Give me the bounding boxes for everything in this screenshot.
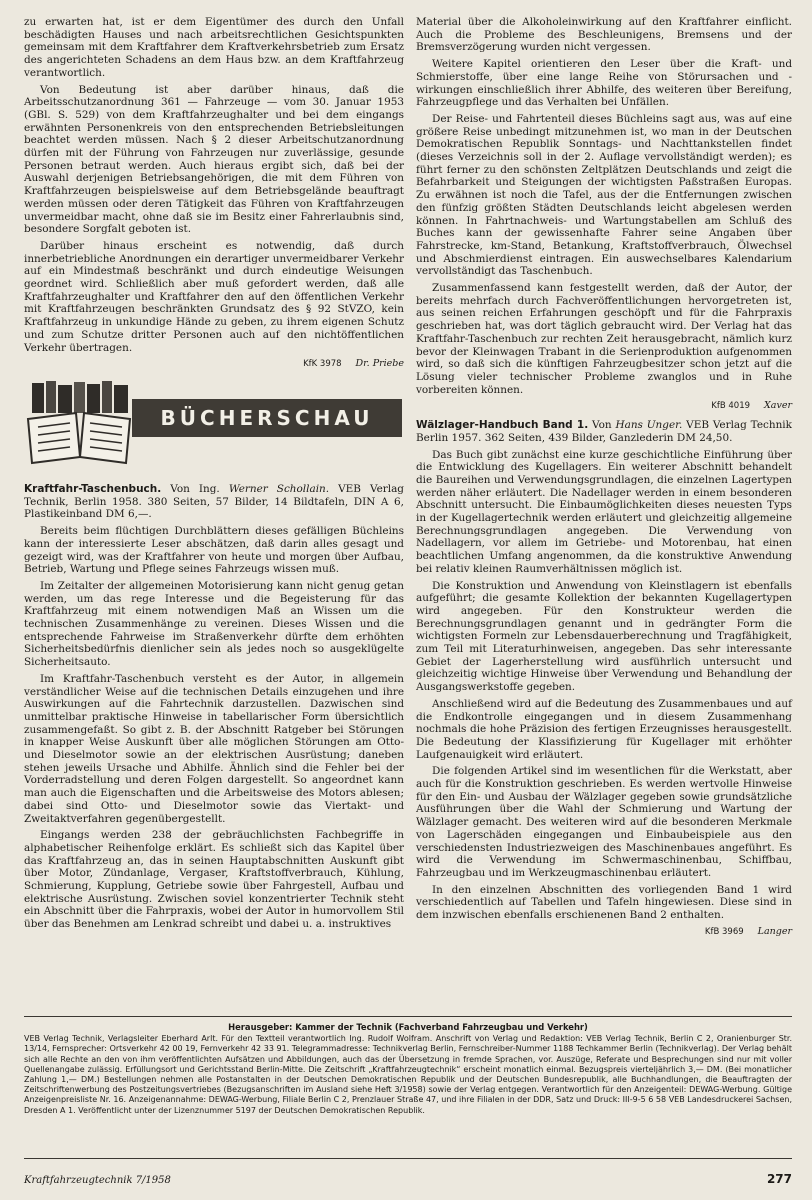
left-column <box>24 16 404 935</box>
imprint <box>24 1022 792 1116</box>
page-number: 277 <box>766 1172 792 1186</box>
article-signature <box>416 400 792 413</box>
author-name: Langer <box>757 925 792 937</box>
paragraph: Im Zeitalter der allgemeinen Motorisierung kann nicht genug getan werden, um das rege Interesse und die Begeisterung für das Kraftfahrzeug mit einem notwendigen Maß an Wissen um die technischen Zusammenhänge zu vereinen. Dieses Wissen und die entsprechende Fahrweise im Straßenverkehr dürfte dem erhöhten Sicherheitsbedürfnis dienlicher sein als jedes noch so ausgeklügelte Sicherheitsauto. <box>24 579 404 669</box>
review-heading <box>416 419 792 444</box>
paragraph: Eingangs werden 238 der gebräuchlichsten Fachbegriffe in alphabetischer Reihenfolge erklärt. Es schließt sich das Kapitel über das Kraftfahrzeug an, das in seinen Hauptabschnitten Auskunft gibt über Motor, Zündanlage, Vergaser, Kraftstoffverbrauch, Kühlung, Schmierung, Kupplung, Getriebe sowie über Fahrgestell, Aufbau und elektrische Ausrüstung. Zwischen soviel konzentrierter Technik steht ein Abschnitt über die Fahrpraxis, wobei der Autor in humorvollem Stil über das Benehmen am Lenkrad schreibt und dabei u. a. instruktives <box>24 829 404 931</box>
books-icon <box>24 379 134 467</box>
paragraph: In den einzelnen Abschnitten des vorliegenden Band 1 wird verschiedentlich auf Tabellen und Tafeln hingewiesen. Diese sind in dem inzwischen ebenfalls erschienenen Band 2 enthalten. <box>416 883 792 922</box>
page-footer <box>24 1172 792 1186</box>
article-signature <box>24 358 404 371</box>
author-name: Dr. Priebe <box>355 358 404 370</box>
section-banner <box>24 379 404 471</box>
section-title: BÜCHERSCHAU <box>132 399 402 437</box>
paragraph: Zusammenfassend kann festgestellt werden, daß der Autor, der bereits mehrfach durch Fachveröffentlichungen hervorgetreten ist, aus seinen reichen Erfahrungen geschöpft und für die Fahrpraxis geschrieben hat, was dort täglich gebraucht wird. Der Verlag hat das Kraftfahr-Taschenbuch zur rechten Zeit herausgebracht, nämlich kurz bevor der Kleinwagen Trabant in die Serienproduktion aufgenommen wird, so daß sich die künftigen Fahrzeugbesitzer schon jetzt auf die Lösung vieler technischer Probleme zwanglos und in Ruhe vorbereiten können. <box>416 282 792 396</box>
book-publication-info: VEB Verlag Technik, Berlin 1958. 380 Seiten, 57 Bilder, 14 Bildtafeln, DIN A 6, Plastikeinband DM 6,—. <box>24 482 404 521</box>
author-name: Xaver <box>764 400 792 412</box>
paragraph: Die Konstruktion und Anwendung von Kleinstlagern ist ebenfalls aufgeführt; die gesamte Kollektion der bekannten Kugellagertypen wird angegeben. Für den Konstrukteur werden die Berechnungsgrundlagen genannt und in gedrängter Form die wichtigsten Formeln zur Lebensdauerberechnung und Tragfähigkeit, zum Teil mit Literaturhinweisen, angegeben. Das sehr interessante Gebiet der Lagerherstellung wird ausführlich untersucht und gleichzeitig wichtige Hinweise über Verwendung und Behandlung der Ausgangswerkstoffe gegeben. <box>416 579 792 694</box>
book-author: Hans Unger. <box>615 419 683 432</box>
paragraph: Von Bedeutung ist aber darüber hinaus, daß die Arbeitsschutzanordnung 361 — Fahrzeuge — vom 30. Januar 1953 (GBl. S. 529) von dem Kraftfahrzeughalter und bei dem eingangs erwähnten Personenkreis von den entsprechenden Betriebsleitungen beachtet werden müssen. Nach § 2 dieser Arbeitschutzanordnung dürfen mit der Führung von Fahrzeugen nur zuverlässige, gesunde Personen betraut werden. Auch hieraus ergibt sich, daß bei der Auswahl derjenigen Betriebsangehörigen, die mit dem Führen von Kraftfahrzeugen beispielsweise auf dem Betriebsgelände beauftragt werden müssen oder deren Tätigkeit das Führen von Kraftfahrzeugen unvermeidbar macht, ohne daß sie im Besitz einer Fahrerlaubnis sind, besondere Sorgfalt geboten ist. <box>24 83 404 236</box>
book-title: Wälzlager-Handbuch Band 1. <box>416 419 589 432</box>
reference-code: KfB 3969 <box>704 926 744 937</box>
paragraph: Darüber hinaus erscheint es notwendig, daß durch innerbetriebliche Anordnungen ein derartiger unvermeidbarer Verkehr auf ein Mindestmaß beschränkt und durch eindeutige Weisungen geordnet wird. Schließlich aber muß gefordert werden, daß alle Kraftfahrzeughalter und Kraftfahrer den auf den öffentlichen Verkehr mit Kraftfahrzeugen beschränkten Grundsatz des § 92 StVZO, kein Kraftfahrzeug in unkundige Hände zu geben, zu ihrem eigenen Schutz und zum Schutze dritter Personen auch auf den nichtöffentlichen Verkehr übertragen. <box>24 239 404 354</box>
book-title: Kraftfahr-Taschenbuch. <box>24 482 162 495</box>
book-author: Werner Schollain. <box>228 482 330 495</box>
divider <box>24 1016 792 1017</box>
paragraph: Die folgenden Artikel sind im wesentlichen für die Werkstatt, aber auch für die Konstruktion geschrieben. Es werden wertvolle Hinweise für den Ein- und Ausbau der Wälzlager gegeben sowie grundsätzliche Ausführungen über die Wahl der Schmierung und Wartung der Wälzlager gemacht. Des weiteren wird auf die besonderen Merkmale von Lagerschäden eingegangen und Einbaubeispiele aus den verschiedensten Industriezweigen des Maschinenbaues angeführt. Es wird die Verwendung im Schwermaschinenbau, Schiffbau, Fahrzeugbau und im Werkzeugmaschinenbau erläutert. <box>416 765 792 879</box>
right-column <box>416 16 792 945</box>
reference-code: KfK 3978 <box>303 359 342 370</box>
reference-code: KfB 4019 <box>711 401 751 412</box>
review-heading <box>24 483 404 521</box>
journal-issue: Kraftfahrzeugtechnik 7/1958 <box>24 1175 171 1186</box>
review-von: Von <box>592 419 612 432</box>
paragraph: zu erwarten hat, ist er dem Eigentümer des durch den Unfall beschädigten Hauses und nach arbeitsrechtlichen Gesichtspunkten gemeinsam mit dem Kraftfahrer dem Kraftverkehrsbetrieb zum Ersatz des angerichteten Schadens an dem Haus bzw. an dem Kraftfahrzeug verantwortlich. <box>24 16 404 79</box>
paragraph: Der Reise- und Fahrtenteil dieses Büchleins sagt aus, was auf eine größere Reise unbedingt mitzunehmen ist, wo man in der Deutschen Demokratischen Republik Sonntags- und Nachttankstellen findet (dieses Verzeichnis soll in der 2. Auflage vervollständigt werden); es führt ferner zu den schönsten Zeltplätzen Deutschlands und zeigt die Befahrbarkeit und Steigungen der wichtigsten Paßstraßen Europas. Zu erwähnen ist noch die Tafel, aus der die Entfernungen zwischen den fünfzig größten Städten Deutschlands leicht abgelesen werden können. In Fahrtnachweis- und Wartungstabellen am Schluß des Buches kann der gewissenhafte Fahrer seine Angaben über Fahrstrecke, km-Stand, Betankung, Kraftstoffverbrauch, Ölwechsel und Abschmierdienst eintragen. Ein auswechselbares Kalendarium vervollständigt das Taschenbuch. <box>416 112 792 278</box>
imprint-text: VEB Verlag Technik, Verlagsleiter Eberhard Arlt. Für den Textteil verantwortlich Ing. Rudolf Wolfram. Anschrift von Verlag und Redaktion: VEB Verlag Technik, Berlin C 2, Oranienburger Str. 13/14, Fernsprecher: Ortsverkehr 42 00 19, Fernverkehr 42 33 91. Telegrammadresse: Technikverlag Berlin, Fernschreiber-Nummer 1188 Techkammer Berlin (Technikverlag). Der Verlag behält sich alle Rechte an den von ihm veröffentlichten Aufsätzen und Abbildungen, auch das der Übersetzung in fremde Sprachen, vor. Auszüge, Referate und Besprechungen sind nur mit voller Quellenangabe zulässig. Erfüllungsort und Gerichtsstand Berlin-Mitte. Die Zeitschrift „Kraftfahrzeugtechnik“ erscheint monatlich einmal. Bezugspreis vierteljährlich 3,— DM. (Bei monatlicher Zahlung 1,— DM.) Bestellungen nehmen alle Postanstalten in der Deutschen Demokratischen Republik und der Deutschen Bundesrepublik, alle Buchhandlungen, die Beauftragten der Zeitschriftenwerbung des Postzeitungsvertriebes (Bezugsanschriften im Ausland siehe Heft 3/1958) sowie der Verlag entgegen. Verantwortlich für den Anzeigenteil: DEWAG-Werbung. Gültige Anzeigenpreisliste Nr. 16. Anzeigenannahme: DEWAG-Werbung, Filiale Berlin C 2, Prenzlauer Straße 47, und ihre Filialen in der DDR, Satz und Druck: III-9-5 6 58 VEB Landesdruckerei Sachsen, Dresden A 1. Veröffentlicht unter der Lizenznummer 5197 der Deutschen Demokratischen Republik. <box>24 1034 792 1115</box>
paragraph: Weitere Kapitel orientieren den Leser über die Kraft- und Schmierstoffe, über eine lange Reihe von Störursachen und -wirkungen einschließlich ihrer Abhilfe, des weiteren über Bereifung, Fahrzeugpflege und das Verhalten bei Unfällen. <box>416 58 792 109</box>
paragraph: Bereits beim flüchtigen Durchblättern dieses gefälligen Büchleins kann der interessierte Leser abschätzen, daß darin alles gesagt und gezeigt wird, was der Kraftfahrer von heute und morgen über Aufbau, Betrieb, Wartung und Pflege seines Fahrzeugs wissen muß. <box>24 525 404 576</box>
article-signature <box>416 926 792 939</box>
divider <box>24 1158 792 1159</box>
paragraph: Im Kraftfahr-Taschenbuch versteht es der Autor, in allgemein verständlicher Weise auf die technischen Details einzugehen und ihre Auswirkungen auf die Fahrtechnik darzustellen. Dazwischen sind unmittelbar praktische Hinweise in tabellarischer Form übersichtlich zusammengefaßt. So gibt z. B. der Abschnitt Ratgeber bei Störungen in knapper Weise Auskunft über alle möglichen Störungen am Otto- und Dieselmotor sowie an der elektrischen Ausrüstung; daneben stehen jeweils Ursache und Abhilfe. Ähnlich sind die Fehler bei der Vorderradstellung und deren Folgen dargestellt. So angeordnet kann man auch die Eigenschaften und die Arbeitsweise des Motors ablesen; dabei sind Otto- und Dieselmotor sowie das Viertakt- und Zweitaktverfahren gegenübergestellt. <box>24 672 404 825</box>
paragraph: Das Buch gibt zunächst eine kurze geschichtliche Einführung über die Entwicklung des Kugellagers. Ein weiterer Abschnitt behandelt die Baureihen und Verwendungsgrundlagen, die einzelnen Lagertypen werden näher erläutert. Die Nadellager werden in einem besonderen Abschnitt untersucht. Die Einbaumöglichkeiten dieses neuesten Typs in der Kugellagertechnik werden erläutert und gleichzeitig allgemeine Berechnungsgrundlagen angegeben. Die Verwendung von Nadellagern, vor allem im Getriebe- und Motorenbau, hat einen beachtlichen Umfang angenommen, da die konstruktive Anwendung bei relativ kleinen Raumverhältnissen möglich ist. <box>416 448 792 575</box>
paragraph: Anschließend wird auf die Bedeutung des Zusammenbaues und auf die Endkontrolle eingegangen und in diesem Zusammenhang nochmals die hohe Präzision des fertigen Erzeugnisses herausgestellt. Die Bedeutung der Klassifizierung für Kugellager mit erhöhter Laufgenauigkeit wird erläutert. <box>416 697 792 761</box>
publisher-line: Herausgeber: Kammer der Technik (Fachverband Fahrzeugbau und Verkehr) <box>228 1022 588 1032</box>
paragraph: Material über die Alkoholeinwirkung auf den Kraftfahrer einflicht. Auch die Probleme des Beschleunigens, Bremsens und der Bremsverzögerung wurden nicht vergessen. <box>416 16 792 54</box>
review-von: Von Ing. <box>170 482 220 495</box>
book-publication-info: VEB Verlag Technik Berlin 1957. 362 Seiten, 439 Bilder, Ganzlederin DM 24,50. <box>416 419 792 444</box>
